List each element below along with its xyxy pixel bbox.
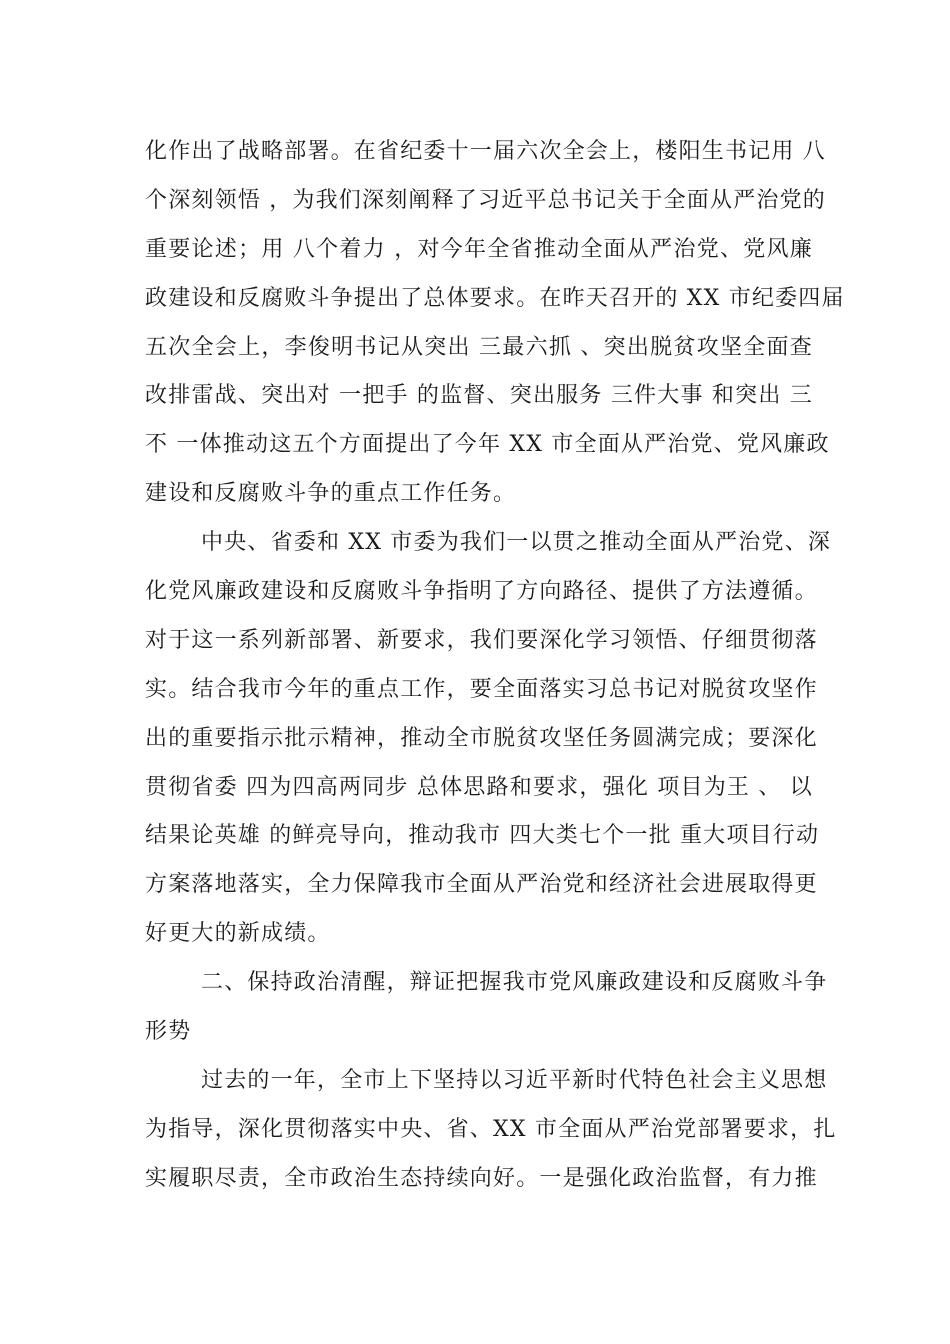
- text-line: 实。结合我市今年的重点工作，要全面落实习总书记对脱贫攻坚作: [145, 676, 818, 702]
- paragraph-start-line: 过去的一年，全市上下坚持以习近平新时代特色社会主义思想: [201, 1067, 828, 1093]
- text-line: 建设和反腐败斗争的重点工作任务。: [145, 481, 517, 507]
- text-line: 为指导，深化贯彻落实中央、省、XX 市全面从严治党部署要求，扎: [145, 1116, 837, 1142]
- text-line: 个深刻领悟 ，为我们深刻阐释了习近平总书记关于全面从严治党的: [145, 187, 826, 213]
- paragraph-start-line: 中央、省委和 XX 市委为我们一以贯之推动全面从严治党、深: [201, 530, 832, 556]
- text-line: 五次全会上，李俊明书记从突出 三最六抓 、突出脱贫攻坚全面查: [145, 334, 813, 360]
- text-line: 重要论述；用 八个着力 ，对今年全省推动全面从严治党、党风廉: [145, 236, 813, 262]
- body-text: [145, 128, 845, 1204]
- text-line: 政建设和反腐败斗争提出了总体要求。在昨天召开的 XX 市纪委四届: [145, 285, 845, 311]
- text-line: 实履职尽责，全市政治生态持续向好。一是强化政治监督，有力推: [145, 1165, 818, 1191]
- text-line: 化党风廉政建设和反腐败斗争指明了方向路径、提供了方法遵循。: [145, 579, 818, 605]
- text-line: 结果论英雄 的鲜亮导向，推动我市 四大类七个一批 重大项目行动: [145, 823, 820, 849]
- section-heading-line: 二、保持政治清醒，辩证把握我市党风廉政建设和反腐败斗争: [201, 970, 828, 996]
- text-line: 出的重要指示批示精神，推动全市脱贫攻坚任务圆满完成；要深化: [145, 725, 818, 751]
- text-line: 好更大的新成绩。: [145, 921, 331, 947]
- text-line: 方案落地落实，全力保障我市全面从严治党和经济社会进展取得更: [145, 872, 818, 898]
- text-line: 对于这一系列新部署、新要求，我们要深化学习领悟、仔细贯彻落: [145, 627, 818, 653]
- text-line: 贯彻省委 四为四高两同步 总体思路和要求，强化 项目为王 、 以: [145, 774, 813, 800]
- section-heading-line: 形势: [145, 1019, 192, 1045]
- text-line: 改排雷战、突出对 一把手 的监督、突出服务 三件大事 和突出 三: [145, 383, 813, 409]
- text-line: 化作出了战略部署。在省纪委十一届六次全会上，楼阳生书记用 八: [145, 139, 826, 164]
- text-line: 不 一体推动这五个方面提出了今年 XX 市全面从严治党、党风廉政: [145, 432, 830, 458]
